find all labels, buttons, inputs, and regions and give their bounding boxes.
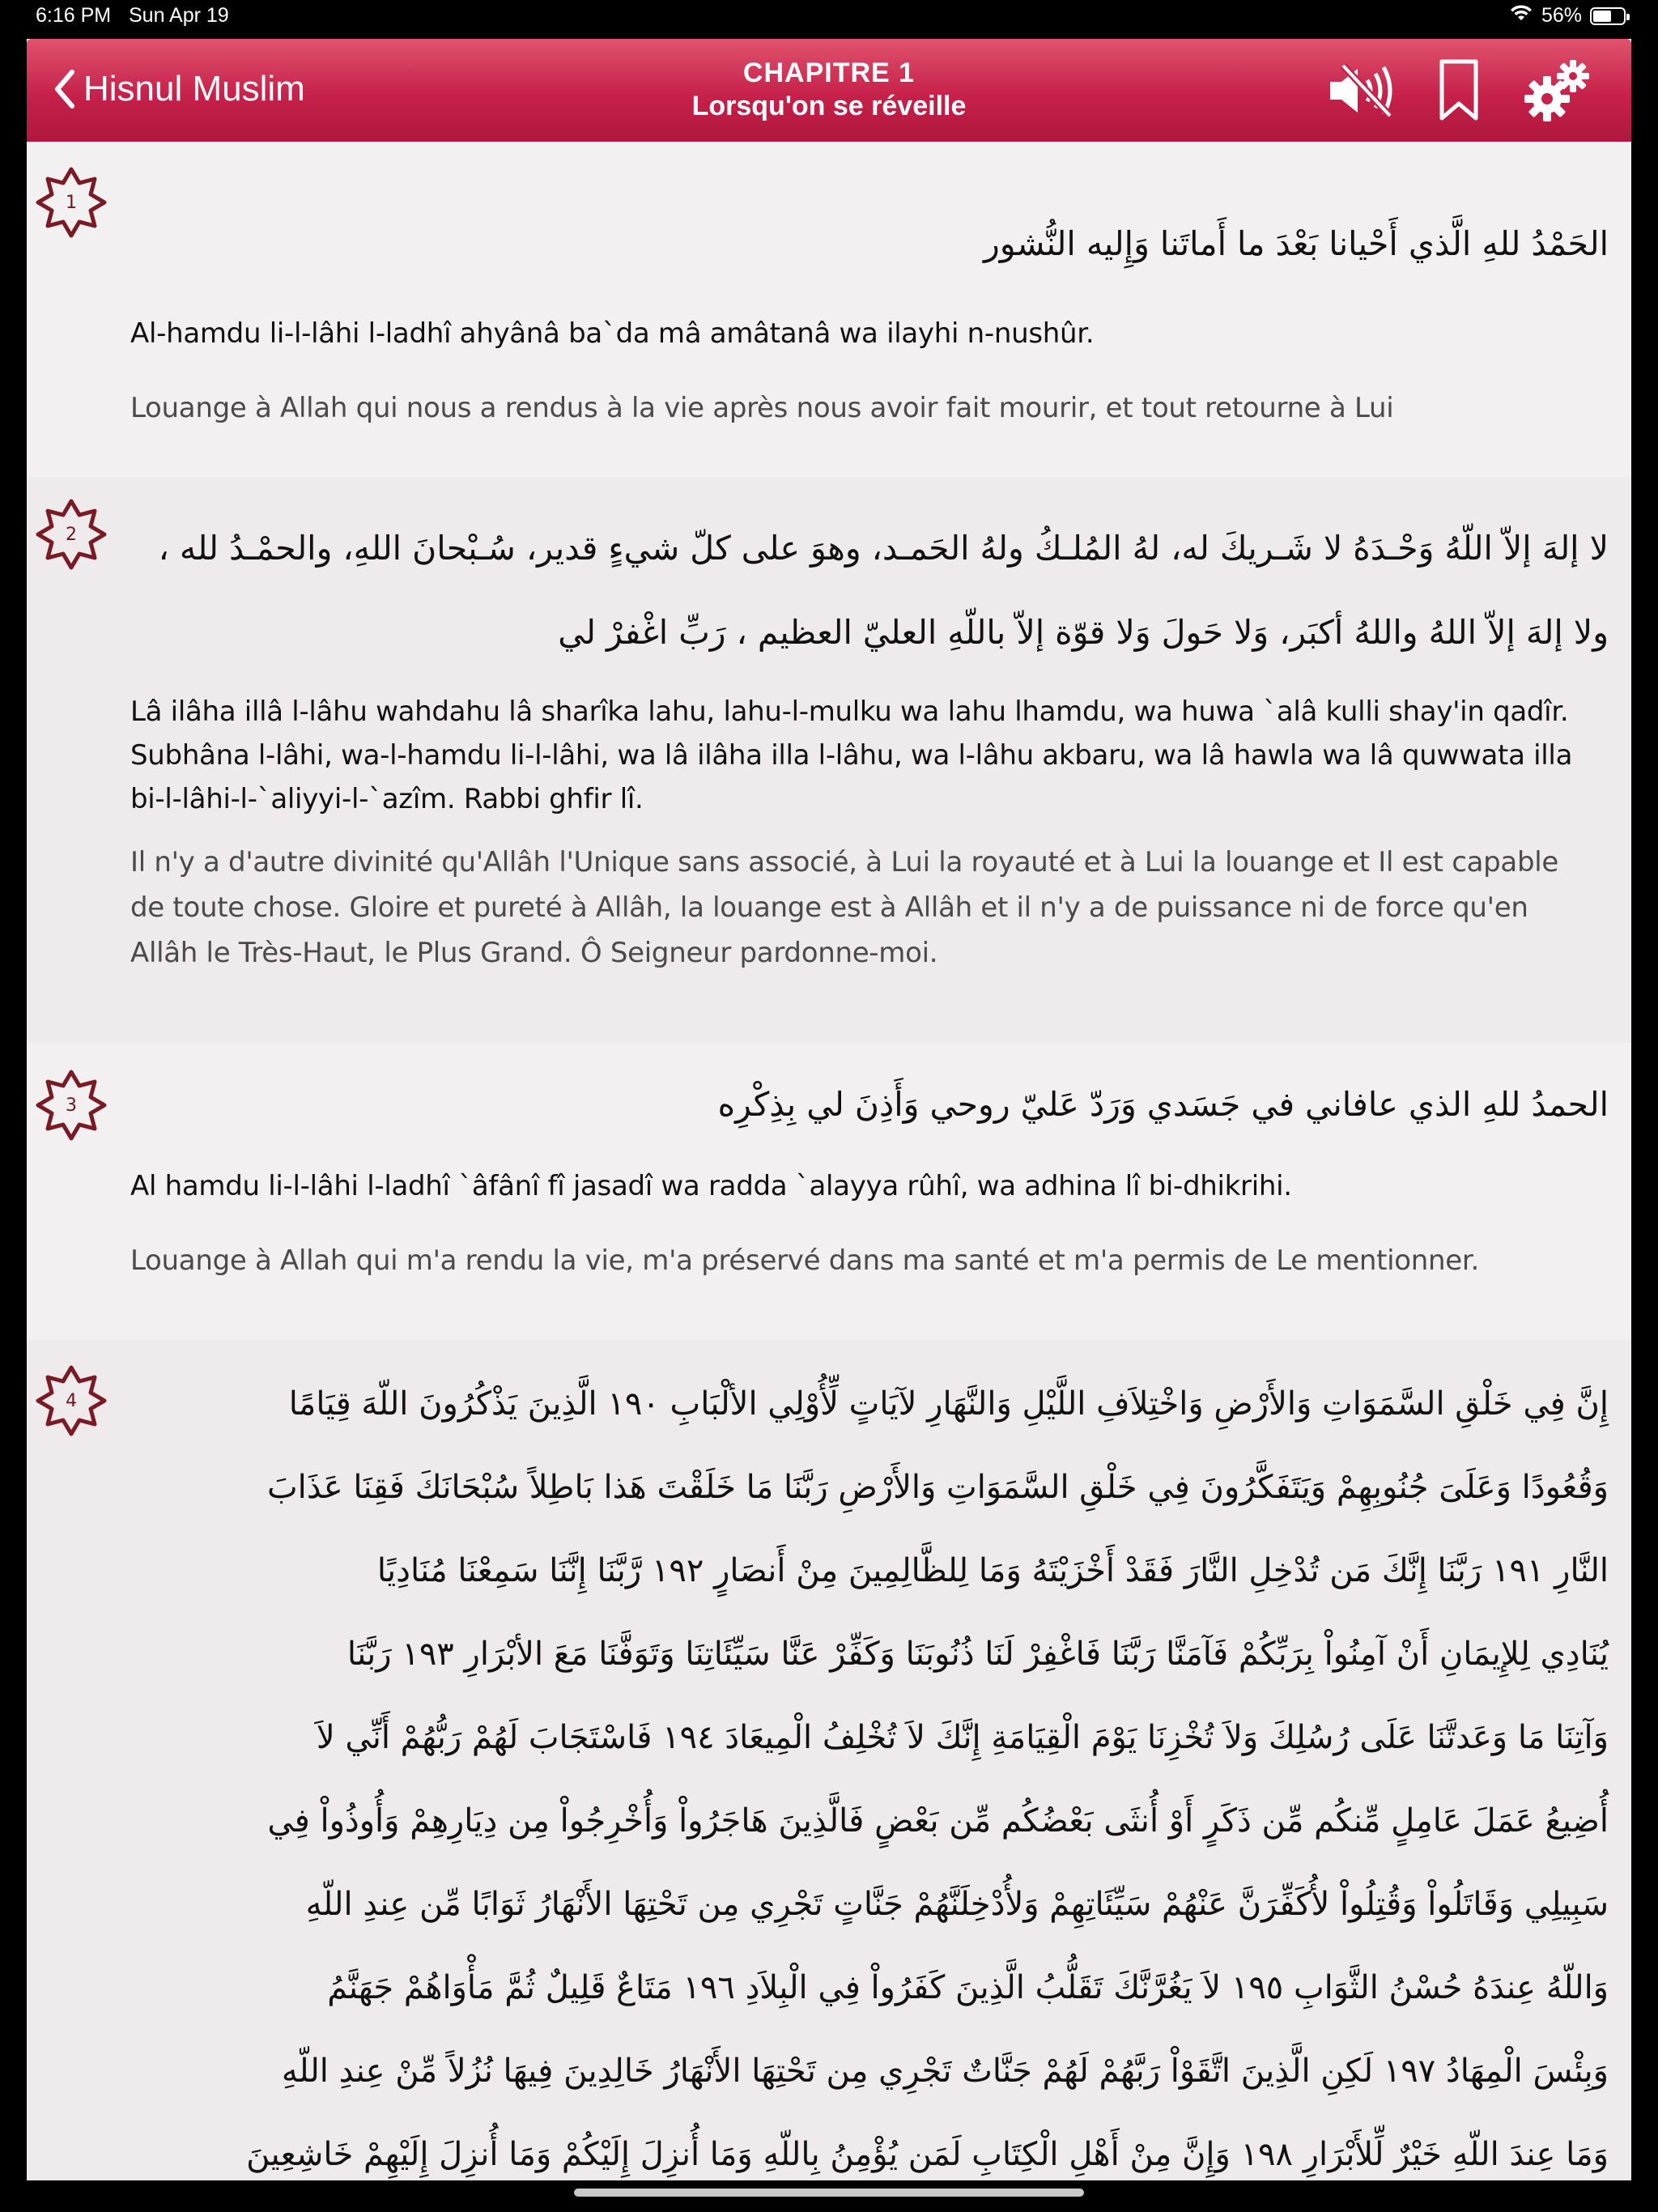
arabic-line: إِنَّ فِي خَلْقِ السَّمَوَاتِ وَالأَرْضِ وَاخْتِلاَفِ اللَّيْلِ وَالنَّهَارِ لآيَاتٍ لِّأُوْلِي الألْبَابِ ١٩٠ الَّذِينَ يَذْكُرُونَ اللّهَ قِيَامًا xyxy=(288,1385,1609,1423)
dua-number: 2 xyxy=(66,524,77,545)
arabic-line: أُضِيعُ عَمَلَ عَامِلٍ مِّنكُم مِّن ذَكَرٍ أَوْ أُنثَى بَعْضُكُم مِّن بَعْضٍ فَالَّذِينَ هَاجَرُواْ وَأُخْرِجُواْ مِن دِيَارِهِمْ وَأُوذُواْ فِي xyxy=(267,1802,1609,1840)
dua-section-3[interactable] xyxy=(27,1043,1631,1342)
arabic-line: وَبِئْسَ الْمِهَادُ ١٩٧ لَكِنِ الَّذِينَ اتَّقَوْاْ رَبَّهُمْ لَهُمْ جَنَّاتٌ تَجْرِي مِن تَحْتِهَا الأَنْهَارُ خَالِدِينَ فِيهَا نُزُلاً مِّنْ عِندِ اللّهِ xyxy=(281,2052,1609,2090)
sound-muted-icon[interactable] xyxy=(1327,62,1395,122)
dua-section-4[interactable] xyxy=(27,1340,1631,2180)
dua-number-badge xyxy=(35,1069,108,1142)
translation-text: Louange à Allah qui nous a rendus à la vie après nous avoir fait mourir, et tout retourne à Lui xyxy=(130,392,1394,424)
wifi-icon xyxy=(1509,4,1533,28)
dua-number: 1 xyxy=(66,192,77,213)
arabic-text-lines xyxy=(132,1363,1609,2180)
status-time: 6:16 PM xyxy=(36,4,112,27)
dua-number-badge xyxy=(35,1364,108,1437)
app-window xyxy=(27,39,1631,2180)
dua-section-1[interactable] xyxy=(27,142,1631,479)
dua-number-badge xyxy=(35,166,108,239)
translation-text: Louange à Allah qui m'a rendu la vie, m'a préservé dans ma santé et m'a permis de Le mentionner. xyxy=(130,1244,1479,1277)
arabic-line: وَاللّهُ عِندَهُ حُسْنُ الثَّوَابِ ١٩٥ لاَ يَغُرَّنَّكَ تَقَلُّبُ الَّذِينَ كَفَرُواْ فِي الْبِلاَدِ ١٩٦ مَتَاعٌ قَلِيلٌ ثُمَّ مَأْوَاهُمْ جَهَنَّمُ xyxy=(327,1969,1609,2006)
chapter-label: CHAPITRE 1 xyxy=(742,57,916,88)
battery-percent: 56% xyxy=(1541,4,1582,27)
battery-icon xyxy=(1590,7,1626,25)
nav-actions xyxy=(1327,58,1591,126)
status-bar xyxy=(0,0,1658,36)
chevron-left-icon xyxy=(53,69,75,109)
chapter-subtitle: Lorsqu'on se réveille xyxy=(691,91,967,121)
translation-text: Il n'y a d'autre divinité qu'Allâh l'Unique sans associé, à Lui la royauté et à Lui la louange et Il est capable de toute chose. Gloire et pureté à Allâh, la louange est à Allâh et il n'y a de puissance ni de force qu'en Allâh le Très-Haut, le Plus Grand. Ô Seigneur pardonne-moi. xyxy=(130,846,1559,969)
transliteration-text: Al hamdu li-l-lâhi l-ladhî `âfânî fî jasadî wa radda `alayya rûhî, wa adhina lî bi-dhikrihi. xyxy=(130,1170,1292,1202)
back-button[interactable] xyxy=(53,65,305,113)
dua-number-badge xyxy=(35,498,108,571)
settings-icon[interactable] xyxy=(1523,58,1591,126)
back-button-label: Hisnul Muslim xyxy=(83,69,305,108)
status-date: Sun Apr 19 xyxy=(129,4,229,27)
nav-title xyxy=(627,57,1031,123)
arabic-line: سَبِيلِي وَقَاتَلُواْ وَقُتِلُواْ لأُكَفِّرَنَّ عَنْهُمْ سَيِّئَاتِهِمْ وَلأُدْخِلَنَّهُمْ جَنَّاتٍ تَجْرِي مِن تَحْتِهَا الأَنْهَارُ ثَوَابًا مِّن عِندِ اللّهِ xyxy=(305,1886,1609,1923)
dua-number: 4 xyxy=(66,1390,77,1411)
arabic-line: النَّارِ ١٩١ رَبَّنَا إِنَّكَ مَن تُدْخِلِ النَّارَ فَقَدْ أَخْزَيْتَهُ وَمَا لِلظَّالِمِينَ مِنْ أَنصَارٍ ١٩٢ رَّبَّنَا إِنَّنَا سَمِعْنَا مُنَادِيًا xyxy=(376,1552,1609,1589)
navigation-bar xyxy=(27,39,1631,142)
dua-section-2[interactable] xyxy=(27,477,1631,1044)
arabic-line: وَمَا عِندَ اللّهِ خَيْرٌ لِّلأَبْرَارِ ١٩٨ وَإِنَّ مِنْ أَهْلِ الْكِتَابِ لَمَن يُؤْمِنُ بِاللّهِ وَمَا أُنزِلَ إِلَيْكُمْ وَمَا أُنزِلَ إِلَيْهِمْ خَاشِعِينَ xyxy=(246,2136,1609,2173)
bookmark-icon[interactable] xyxy=(1437,58,1481,126)
transliteration-text: Al-hamdu li-l-lâhi l-ladhî ahyânâ ba`da mâ amâtanâ wa ilayhi n-nushûr. xyxy=(130,317,1095,350)
arabic-text: الحَمْدُ للهِ الَّذي أَحْيانا بَعْدَ ما أَماتَنا وَإِليه النُّشور xyxy=(983,224,1609,263)
arabic-text: الحمدُ للهِ الذي عافاني في جَسَدي وَرَدّ عَليّ روحي وَأَذِنَ لي بِذِكْرِه xyxy=(717,1085,1609,1124)
home-indicator[interactable] xyxy=(574,2189,1084,2197)
arabic-line: وَقُعُودًا وَعَلَىَ جُنُوبِهِمْ وَيَتَفَكَّرُونَ فِي خَلْقِ السَّمَوَاتِ وَالأَرْضِ رَبَّنَا مَا خَلَقْتَ هَذا بَاطِلاً سُبْحَانَكَ فَقِنَا عَذَابَ xyxy=(266,1469,1609,1506)
arabic-text: لا إلهَ إلاّ اللّهُ وَحْـدَهُ لا شَـريكَ له، لهُ المُلـكُ ولهُ الحَمـد، وهوَ على كلّ شيءٍ قدير، سُـبْحانَ اللهِ، والحمْـدُ لله ، ولا إلهَ إلاّ اللهُ واللهُ أكبَر، وَلا حَولَ وَلا قوّة إلاّ باللّهِ العليّ العظيم ، رَبِّ اغْفرْ لي xyxy=(158,529,1609,652)
status-right xyxy=(1509,4,1626,28)
dua-number: 3 xyxy=(66,1095,77,1116)
transliteration-text: Lâ ilâha illâ l-lâhu wahdahu lâ sharîka lahu, lahu-l-mulku wa lahu lhamdu, wa huwa `alâ kulli shay'in qadîr. Subhâna l-lâhi, wa-l-hamdu li-l-lâhi, wa lâ ilâha illa l-lâhu, wa l-lâhu akbaru, wa lâ hawla wa lâ quwwata illa bi-l-lâhi-l-`aliyyi-l-`azîm. Rabbi ghfir lî. xyxy=(130,696,1573,815)
arabic-line: وَآتِنَا مَا وَعَدتَّنَا عَلَى رُسُلِكَ وَلاَ تُخْزِنَا يَوْمَ الْقِيَامَةِ إِنَّكَ لاَ تُخْلِفُ الْمِيعَادَ ١٩٤ فَاسْتَجَابَ لَهُمْ رَبُّهُمْ أَنِّي لاَ xyxy=(316,1719,1609,1756)
arabic-line: يُنَادِي لِلإِيمَانِ أَنْ آمِنُواْ بِرَبِّكُمْ فَآمَنَّا رَبَّنَا فَاغْفِرْ لَنَا ذُنُوبَنَا وَكَفِّرْ عَنَّا سَيِّئَاتِنَا وَتَوَفَّنَا مَعَ الأبْرَارِ ١٩٣ رَبَّنَا xyxy=(346,1636,1609,1673)
